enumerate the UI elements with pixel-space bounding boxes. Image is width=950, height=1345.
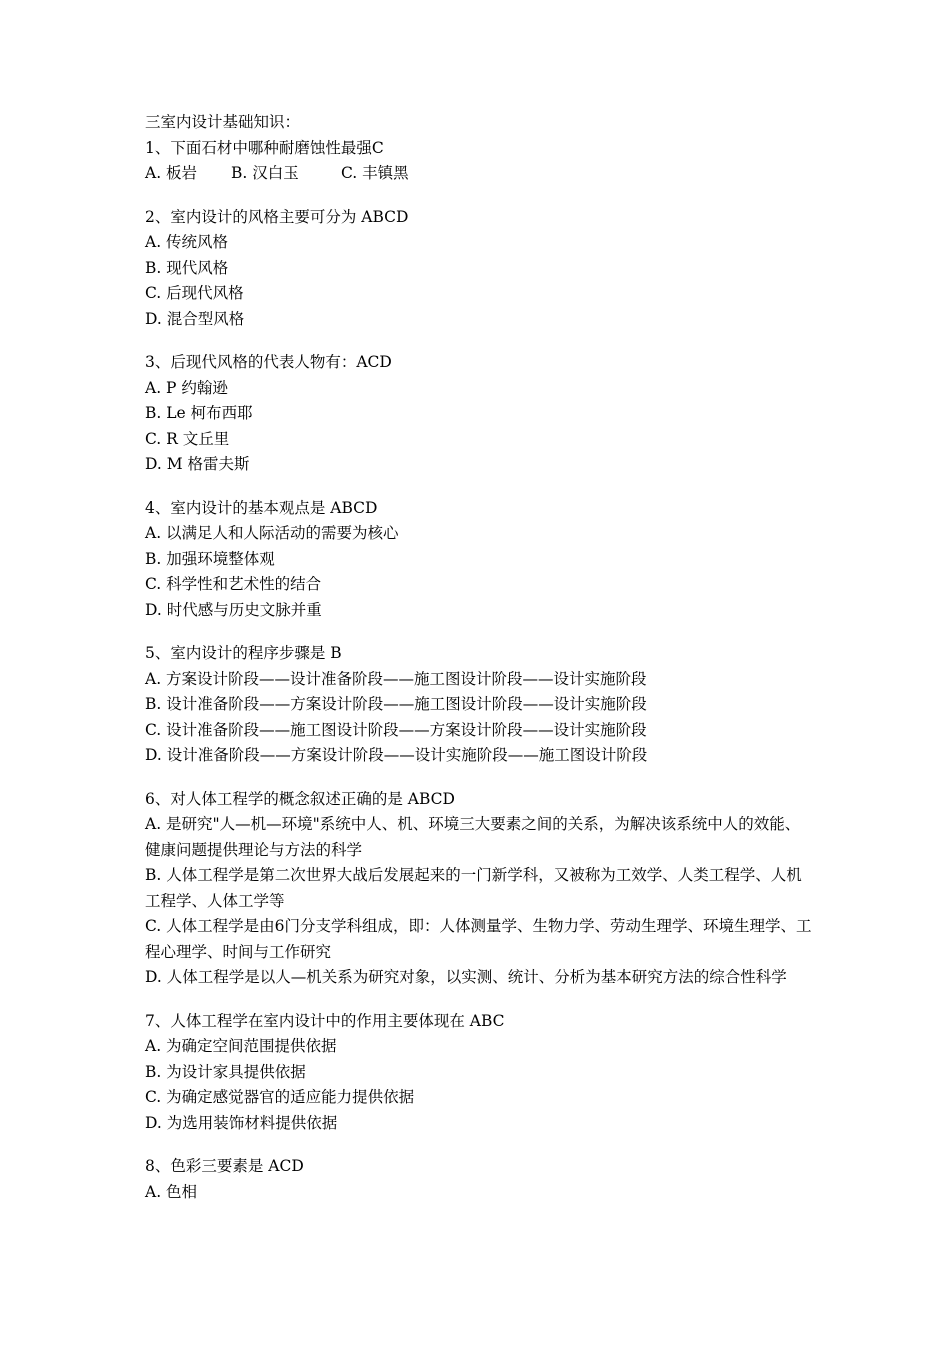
q7-option-c: C. 为确定感觉器官的适应能力提供依据 xyxy=(145,1088,415,1106)
q4-option-b: B. 加强环境整体观 xyxy=(145,549,275,568)
q6-option-b: B. 人体工程学是第二次世界大战后发展起来的一门新学科，又被称为工效学、人类工程学、人机工程学、人体工学等 xyxy=(145,866,802,910)
q8-option-a: A. 色相 xyxy=(145,1182,198,1201)
question-2: 2、室内设计的风格主要可分为 ABCD xyxy=(145,207,409,226)
q3-option-a: A. P 约翰逊 xyxy=(145,378,228,397)
document-page xyxy=(145,110,815,1205)
q7-option-a: A. 为确定空间范围提供依据 xyxy=(145,1037,337,1055)
question-4: 4、室内设计的基本观点是 ABCD xyxy=(145,498,378,517)
q6-option-d: D. 人体工程学是以人—机关系为研究对象，以实测、统计、分析为基本研究方法的综合性科学 xyxy=(145,968,787,986)
q6-option-c: C. 人体工程学是由6门分支学科组成，即：人体测量学、生物力学、劳动生理学、环境生理学、工程心理学、时间与工作研究 xyxy=(145,917,812,961)
question-3: 3、后现代风格的代表人物有：ACD xyxy=(145,353,392,371)
section-heading: 三室内设计基础知识： xyxy=(145,113,301,131)
q5-option-b: B. 设计准备阶段——方案设计阶段——施工图设计阶段——设计实施阶段 xyxy=(145,695,647,713)
q4-option-a: A. 以满足人和人际活动的需要为核心 xyxy=(145,524,399,542)
question-6: 6、对人体工程学的概念叙述正确的是 ABCD xyxy=(145,789,455,808)
q6-option-a: A. 是研究"人—机—环境"系统中人、机、环境三大要素之间的关系，为解决该系统中人的效能、健康问题提供理论与方法的科学 xyxy=(145,815,801,859)
q1-option-a: A. 板岩 xyxy=(145,164,198,182)
q1-option-c: C. 丰镇黑 xyxy=(341,164,409,182)
q3-option-c: C. R 文丘里 xyxy=(145,429,230,448)
q7-option-d: D. 为选用装饰材料提供依据 xyxy=(145,1113,338,1132)
q4-option-c: C. 科学性和艺术性的结合 xyxy=(145,575,322,593)
question-8: 8、色彩三要素是 ACD xyxy=(145,1157,304,1175)
q1-option-b: B. 汉白玉 xyxy=(231,164,299,182)
q2-option-a: A. 传统风格 xyxy=(145,233,229,251)
question-1-options xyxy=(145,161,815,187)
q2-option-d: D. 混合型风格 xyxy=(145,309,245,328)
q4-option-d: D. 时代感与历史文脉并重 xyxy=(145,600,322,619)
q5-option-c: C. 设计准备阶段——施工图设计阶段——方案设计阶段——设计实施阶段 xyxy=(145,720,647,739)
q7-option-b: B. 为设计家具提供依据 xyxy=(145,1062,306,1081)
q5-option-d: D. 设计准备阶段——方案设计阶段——设计实施阶段——施工图设计阶段 xyxy=(145,746,648,764)
q5-option-a: A. 方案设计阶段——设计准备阶段——施工图设计阶段——设计实施阶段 xyxy=(145,669,647,688)
q3-option-b: B. Le 柯布西耶 xyxy=(145,404,253,422)
question-7: 7、人体工程学在室内设计中的作用主要体现在 ABC xyxy=(145,1011,505,1030)
question-1: 1、下面石材中哪种耐磨蚀性最强C xyxy=(145,138,384,157)
q2-option-c: C. 后现代风格 xyxy=(145,284,244,302)
q3-option-d: D. M 格雷夫斯 xyxy=(145,455,250,473)
question-5: 5、室内设计的程序步骤是 B xyxy=(145,644,342,662)
q2-option-b: B. 现代风格 xyxy=(145,258,229,277)
